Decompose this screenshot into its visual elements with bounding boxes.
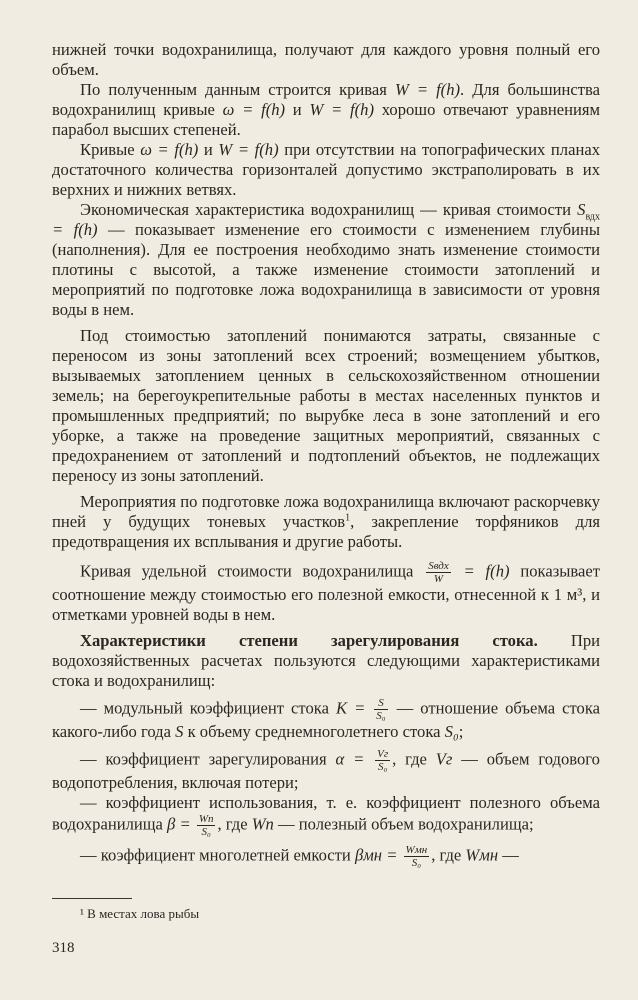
formula-omega-fh-3: ω = f(h) bbox=[140, 140, 199, 159]
p8-text-b: При водохозяйственных расчетах пользуются следующими характеристиками стока и водохранилищ: bbox=[52, 631, 601, 690]
fraction-denominator: S₀ bbox=[201, 826, 211, 838]
l1-text-a: — модульный коэффициент стока bbox=[80, 698, 336, 718]
list-item-1 bbox=[52, 697, 600, 742]
l3-text-e: — полезный объем водохранилища; bbox=[273, 814, 534, 834]
p6-text-a: Мероприятия по подготовке ложа водохранилища включают раскорчевку пней у будущих тоневых участков bbox=[52, 492, 600, 531]
footnote: ¹ В местах лова рыбы bbox=[80, 906, 200, 921]
footnote-marker: 1 bbox=[345, 512, 351, 524]
list-item-2 bbox=[52, 748, 600, 793]
formula-w-fh: W = f(h) bbox=[394, 80, 461, 99]
formula-k: K = bbox=[335, 698, 373, 718]
fraction-wp-over-s0 bbox=[197, 813, 216, 838]
p3-text-a: Кривые bbox=[80, 140, 141, 159]
formula-beta: β = bbox=[167, 814, 195, 834]
formula-alpha: α = bbox=[335, 749, 374, 769]
p4-text-a: Экономическая характеристика водохранилищ — кривая стоимости bbox=[80, 200, 578, 219]
fraction-denominator: S₀ bbox=[377, 761, 388, 773]
fraction-numerator: Wп bbox=[198, 813, 214, 825]
paragraph-7 bbox=[52, 560, 600, 625]
fraction-numerator: S bbox=[374, 697, 387, 710]
fraction-s-over-w bbox=[426, 560, 451, 585]
paragraph-3 bbox=[52, 140, 600, 200]
paragraph-2 bbox=[52, 80, 600, 140]
footnote-rule bbox=[52, 898, 132, 899]
fraction-numerator: Vг bbox=[377, 748, 389, 760]
list-item-3 bbox=[52, 793, 600, 838]
formula-s: S bbox=[577, 200, 586, 219]
formula-fh: = f(h) bbox=[52, 220, 98, 239]
l1-text-c: — отношение объема стока какого-либо года bbox=[52, 698, 601, 741]
l2-text-e: — объем годового водопотребления, включая потери; bbox=[52, 749, 600, 792]
p5-text: Под стоимостью затоплений понимаются затраты, связанные с переносом из зоны затоплений всех строений; возмещением убытков, вызываемых затоплением ценных в сельскохозяйственном отношении земель; на берегоукрепительные работы в местах населенных пунктов и промышленных предприятий; по вырубке леса в зоне затоплений и его уборке, а также на проведение защитных мероприятий, связанных с предохранением от затоплений и подтоплений объектов, не подлежащих переносу из зоны затоплений. bbox=[52, 326, 600, 485]
paragraph-8 bbox=[52, 631, 600, 691]
paragraph-4 bbox=[52, 200, 600, 320]
body-text bbox=[52, 40, 600, 869]
l4-text-a: — коэффициент многолетней емкости bbox=[80, 845, 355, 865]
formula-s-sub: вдх bbox=[585, 211, 600, 223]
formula-wp: Wп bbox=[251, 814, 274, 834]
fraction-denominator: S₀ bbox=[376, 710, 386, 722]
p2-text-e: и bbox=[285, 100, 310, 119]
p2-text-g: хорошо отвечают уравнениям парабол высших степеней. bbox=[52, 100, 600, 139]
list-item-4 bbox=[52, 844, 600, 869]
fraction-s-over-s0 bbox=[374, 697, 387, 722]
fraction-wmn-over-s0 bbox=[404, 844, 430, 869]
fraction-numerator: Sвдх bbox=[428, 560, 449, 572]
fraction-denominator: S₀ bbox=[411, 857, 422, 869]
formula-s0: S₀ bbox=[444, 722, 459, 741]
l4-text-c: , где bbox=[431, 845, 466, 865]
p3-text-e: при отсутствии на топографических планах достаточного количества горизонталей допустимо экстраполировать в их верхних и нижних ветвях. bbox=[52, 140, 600, 199]
p4-text-e: — показывает изменение его стоимости с изменением глубины (наполнения). Для ее построения необходимо знать изменение стоимости плотины с высотой, а также изменение стоимости затоплений и мероприятий по подготовке ложа водохранилища в зависимости от уровня воды в нем. bbox=[52, 220, 601, 319]
formula-omega-fh: ω = f(h) bbox=[222, 100, 286, 119]
paragraph-1-text: нижней точки водохранилища, получают для каждого уровня полный его объем. bbox=[52, 40, 600, 79]
p7-text-a: Кривая удельной стоимости водохранилища bbox=[80, 561, 425, 581]
l1-text-e: к объему среднемноголетнего стока bbox=[183, 722, 445, 741]
fraction-denominator: W bbox=[433, 573, 444, 585]
formula-wmn: Wмн bbox=[465, 845, 499, 865]
formula-w-fh-2: W = f(h) bbox=[309, 100, 374, 119]
l3-text-c: , где bbox=[217, 814, 252, 834]
l2-text-c: , где bbox=[392, 749, 436, 769]
section-heading: Характеристики степени зарегулирования стока. bbox=[80, 631, 538, 650]
paragraph-5 bbox=[52, 326, 600, 486]
l3-text-a: — коэффициент использования, т. е. коэффициент полезного объема водохранилища bbox=[52, 793, 600, 834]
page-number: 318 bbox=[52, 940, 75, 956]
fraction-numerator: Wмн bbox=[405, 844, 428, 856]
l4-text-e: — bbox=[498, 845, 519, 865]
p2-text-a: По полученным данным строится кривая bbox=[80, 80, 395, 99]
paragraph-1 bbox=[52, 40, 600, 80]
formula-s-var: S bbox=[175, 722, 184, 741]
p2-text-c: . Для большинства водохранилищ кривые bbox=[52, 80, 600, 119]
p7-text-c: показывает соотношение между стоимостью его полезной емкости, отнесенной к 1 м³, и отметками уровней воды в нем. bbox=[52, 561, 600, 624]
l2-text-a: — коэффициент зарегулирования bbox=[80, 749, 336, 769]
l1-text-g: ; bbox=[458, 722, 464, 741]
p6-text-c: , закрепление торфяников для предотвращения их всплывания и другие работы. bbox=[52, 512, 600, 551]
formula-w-fh-3: W = f(h) bbox=[218, 140, 279, 159]
p3-text-c: и bbox=[198, 140, 219, 159]
paragraph-6 bbox=[52, 492, 600, 552]
formula-fh-7: = f(h) bbox=[452, 561, 510, 581]
formula-vg: Vг bbox=[435, 749, 453, 769]
formula-beta-mn: βмн = bbox=[354, 845, 402, 865]
fraction-vg-over-s0 bbox=[375, 748, 390, 773]
